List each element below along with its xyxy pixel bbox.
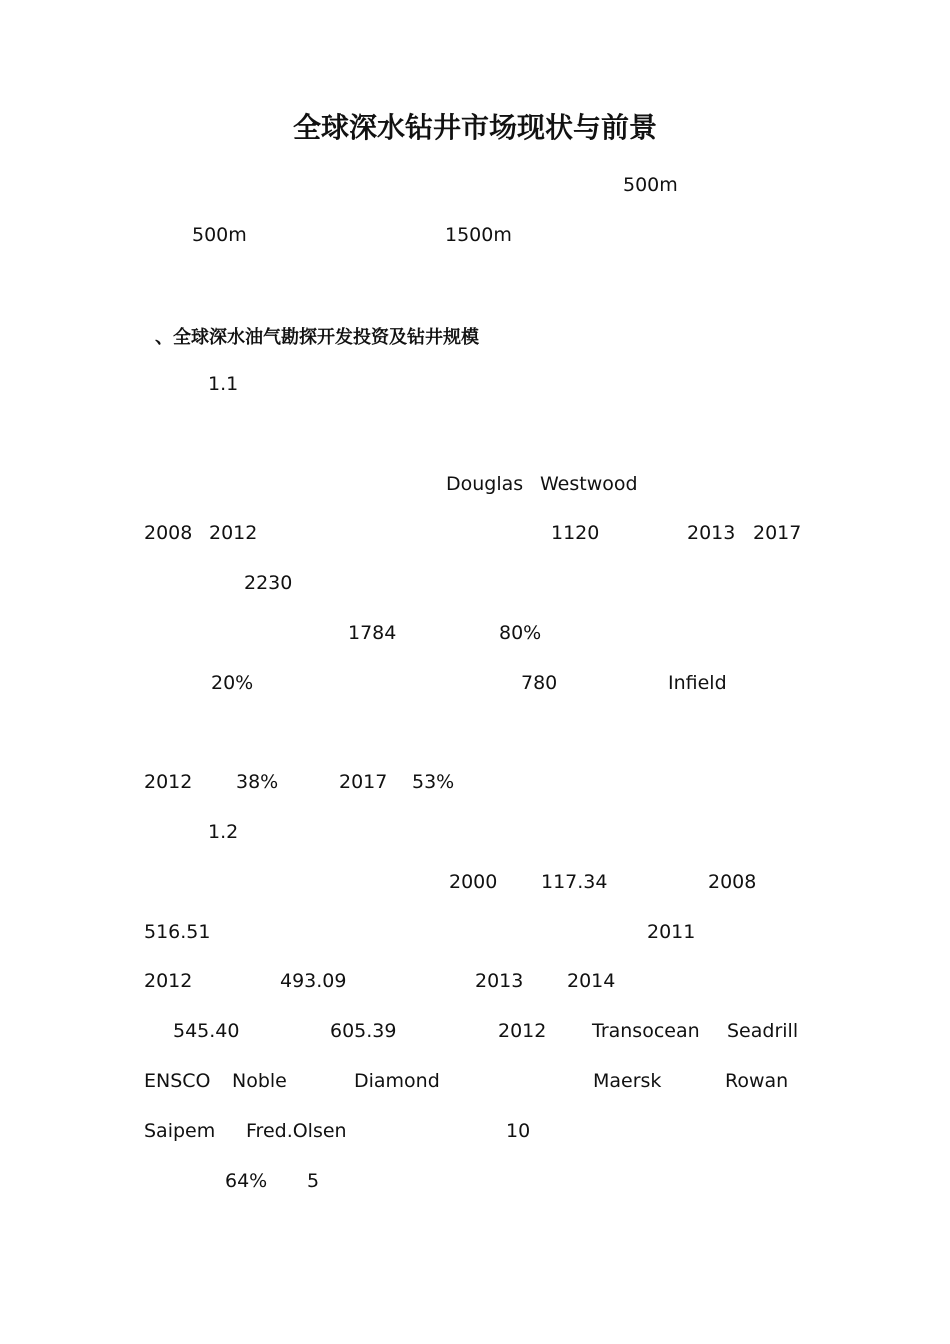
document-title: 全球深水钻井市场现状与前景 — [292, 111, 657, 144]
text-fragment: Rowan — [725, 1070, 789, 1092]
text-fragment: 2008 — [144, 522, 193, 544]
text-fragment: Noble — [232, 1070, 287, 1092]
text-fragment: 38% — [236, 771, 279, 793]
text-fragment: 1120 — [551, 522, 600, 544]
text-fragment: ENSCO — [144, 1070, 211, 1092]
text-fragment: 2012 — [209, 522, 258, 544]
text-fragment: 2012 — [498, 1020, 547, 1042]
text-fragment: 2011 — [647, 921, 696, 943]
section-heading: 、全球深水油气勘探开发投资及钻井规模 — [155, 327, 479, 348]
subsection-number: 1.2 — [208, 821, 239, 843]
text-fragment: 2017 — [339, 771, 388, 793]
text-fragment: 2017 — [753, 522, 802, 544]
text-fragment: 20% — [211, 672, 254, 694]
text-fragment: 545.40 — [173, 1020, 240, 1042]
text-fragment: 117.34 — [541, 871, 608, 893]
text-fragment: 53% — [412, 771, 455, 793]
text-fragment: 5 — [307, 1170, 320, 1192]
text-fragment: Saipem — [144, 1120, 216, 1142]
text-fragment: 1500m — [445, 224, 512, 246]
text-fragment: 500m — [623, 174, 678, 196]
text-fragment: 80% — [499, 622, 542, 644]
text-fragment: 500m — [192, 224, 247, 246]
text-fragment: 493.09 — [280, 970, 347, 992]
text-fragment: 2013 — [687, 522, 736, 544]
text-fragment: 2230 — [244, 572, 293, 594]
text-fragment: 1784 — [348, 622, 397, 644]
text-fragment: 2012 — [144, 771, 193, 793]
text-fragment: 2008 — [708, 871, 757, 893]
text-fragment: Maersk — [593, 1070, 662, 1092]
text-fragment: 516.51 — [144, 921, 211, 943]
text-fragment: 780 — [521, 672, 558, 694]
text-fragment: 64% — [225, 1170, 268, 1192]
text-fragment: Diamond — [354, 1070, 440, 1092]
text-fragment: 2013 — [475, 970, 524, 992]
text-fragment: Seadrill — [727, 1020, 799, 1042]
text-fragment: 605.39 — [330, 1020, 397, 1042]
text-fragment: Fred.Olsen — [246, 1120, 347, 1142]
text-fragment: Westwood — [540, 473, 638, 495]
text-fragment: 2014 — [567, 970, 616, 992]
text-fragment: Douglas — [446, 473, 524, 495]
subsection-number: 1.1 — [208, 373, 239, 395]
text-fragment: 10 — [506, 1120, 531, 1142]
text-fragment: Transocean — [592, 1020, 700, 1042]
text-fragment: 2000 — [449, 871, 498, 893]
text-fragment: Infield — [668, 672, 727, 694]
text-fragment: 2012 — [144, 970, 193, 992]
